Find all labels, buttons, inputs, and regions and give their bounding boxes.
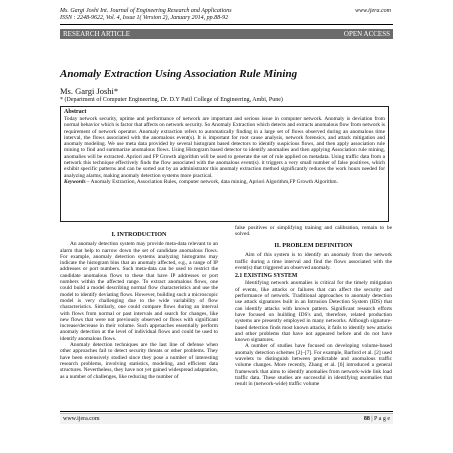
right-column-continuation [235, 225, 392, 239]
left-column [60, 230, 218, 410]
page-suffix: | P a g e [369, 416, 390, 422]
page-number-label [364, 414, 390, 424]
page-number: 88 [363, 416, 370, 422]
continued-text: false positives or simplifying training and calibration, remain to be solved. [235, 225, 392, 238]
abstract-heading: Abstract [64, 109, 87, 115]
section-problem-definition-heading: II. PROBLEM DEFINITION [274, 242, 353, 249]
paper-author: Ms. Gargi Joshi* [60, 86, 119, 96]
page-footer [60, 413, 393, 424]
existing-system-heading: 2.1 EXISTING SYSTEM [235, 273, 298, 280]
journal-url[interactable]: www.ijera.com [355, 8, 391, 14]
journal-header [60, 8, 391, 22]
footer-url[interactable]: www.ijera.com [63, 416, 100, 422]
section-introduction-heading: I. INTRODUCTION [111, 231, 167, 238]
introduction-paragraph-1: An anomaly detection system may provide meta-data relevant to an alarm that help to narrow down the set of candidate anomalous flows. For example, anomaly detection systems analyzing histograms may indicate the histogram bins that an anomaly affected, e.g., a range of IP addresses or port numbers. Such meta-data can be used to restrict the candidate anomalous flows to these that have IP addresses or port numbers within the affected range. To extract anomalous flows, one could build a model describing normal flow characteristics and use the model to identify deviating flows. However, building such a microscopic model is very challenging due to the wide variability of flow characteristics. Similarly, one could compare flows during an interval with flows from normal or past intervals and search for changes, like new flows that were not previously observed or flows with significant increase/decrease in their volume. Such approaches essentially perform anomaly detection at the level of individual flows and could be used to identify anomalous flows. [60, 241, 218, 342]
research-article-label: RESEARCH ARTICLE [63, 30, 131, 38]
keywords-text: – Anomaly Extraction, Association Rules, computer network, data mining, Apriori Algorithm,FP Growth Algorithm. [85, 178, 338, 185]
journal-issn-line: ISSN : 2248-9622, Vol. 4, Issue 1( Version 2), January 2014, pp.88-92 [60, 15, 229, 21]
footer-rule [60, 411, 393, 412]
existing-system-paragraph-1: Identifying network anomalies is critical for the timely mitigation of events, like attacks or failures that can affect the security and performance of network. Traditional approaches to anomaly detection use attack signatures built in an Intrusion Detection System (IDS) that can identify attacks with known pattern. Significant research efforts have focused on building IDS's and, therefore, related production systems are presently employed in many networks. Although signature-based detection finds most known attacks, it fails to identify new attacks and other problems that have not appeared before and do not have known signatures. [235, 280, 392, 344]
open-access-label: OPEN ACCESS [343, 30, 390, 38]
right-column [235, 241, 392, 412]
keywords-line [64, 179, 385, 185]
paper-title: Anomaly Extraction Using Association Rule Mining [60, 68, 298, 80]
author-affiliation: * (Department of Computer Engineering, Dr. D.Y Patil College of Engineering, Ambi, Pune) [60, 97, 283, 103]
header-rule [60, 24, 393, 25]
abstract-text: Today network security, uptime and performance of network are important and serious issue in computer network. Anomaly is deviation from normal behavior which is factor that affects on network security. So Anomaly Extraction which detects and extracts anomalous flow from network is requirement of network operator. Anomaly extraction refers to automatically finding in a large set of flows observed during an anomalous time interval, the flows associated with the anomalous event(s). It is important for root cause analysis, network forensics, and attack mitigation and anomaly modeling. We use meta data provided by several histogram based detectors to identify suspicious flows, and then apply association rule mining to find and summarize anomalous flows. Using Histogram based detector to identify anomalies and then applying Association rule mining, anomalies will be extracted. Apriori and FP Growth algorithm will be used to generate the set of rule applied on metadata. Using traffic data from a network this technique effectively finds the flow associated with the anomalous event(s). it triggers a very small number of false positives, which exhibit specific patterns and can be sorted out by an administrator this anomaly extraction method significantly reduces the work hours needed for analyzing alarms, making anomaly detection systems more practical. [64, 116, 385, 179]
introduction-paragraph-2: Anomaly detection techniques are the last line of defense when other approaches fail to detect security threats or other problems. They have been extensively studied since they pose a number of interesting research problems, involving statistics, modeling, and efficient data structures. Nevertheless, they have not yet gained widespread adaptation, as a number of challenges, like reducing the number of [60, 342, 218, 380]
existing-system-paragraph-2: A number of studies have focused on developing volume-based anomaly detection schemes [2]–[7]. For example, Barford et al. [2] used wavelets to distinguish between predictable and anomalous traffic volume changes. More recently, Zhang et al. [6] introduced a general framework that aims to identify anomalies from network-wide link load traffic data. These studies are successful in identifying anomalies that result in (network-wide) traffic volume [235, 343, 392, 388]
problem-definition-paragraph: Aim of this system is to identify an anomaly from the network traffic during a time interval and find the flows associated with the event(s) that triggered an observed anomaly. [235, 252, 392, 271]
abstract-box [60, 106, 389, 222]
journal-citation-line: Ms. Gargi Joshi Int. Journal of Engineering Research and Applications [60, 8, 232, 14]
keywords-label: Keywords [64, 178, 86, 185]
article-type-band [60, 29, 393, 39]
